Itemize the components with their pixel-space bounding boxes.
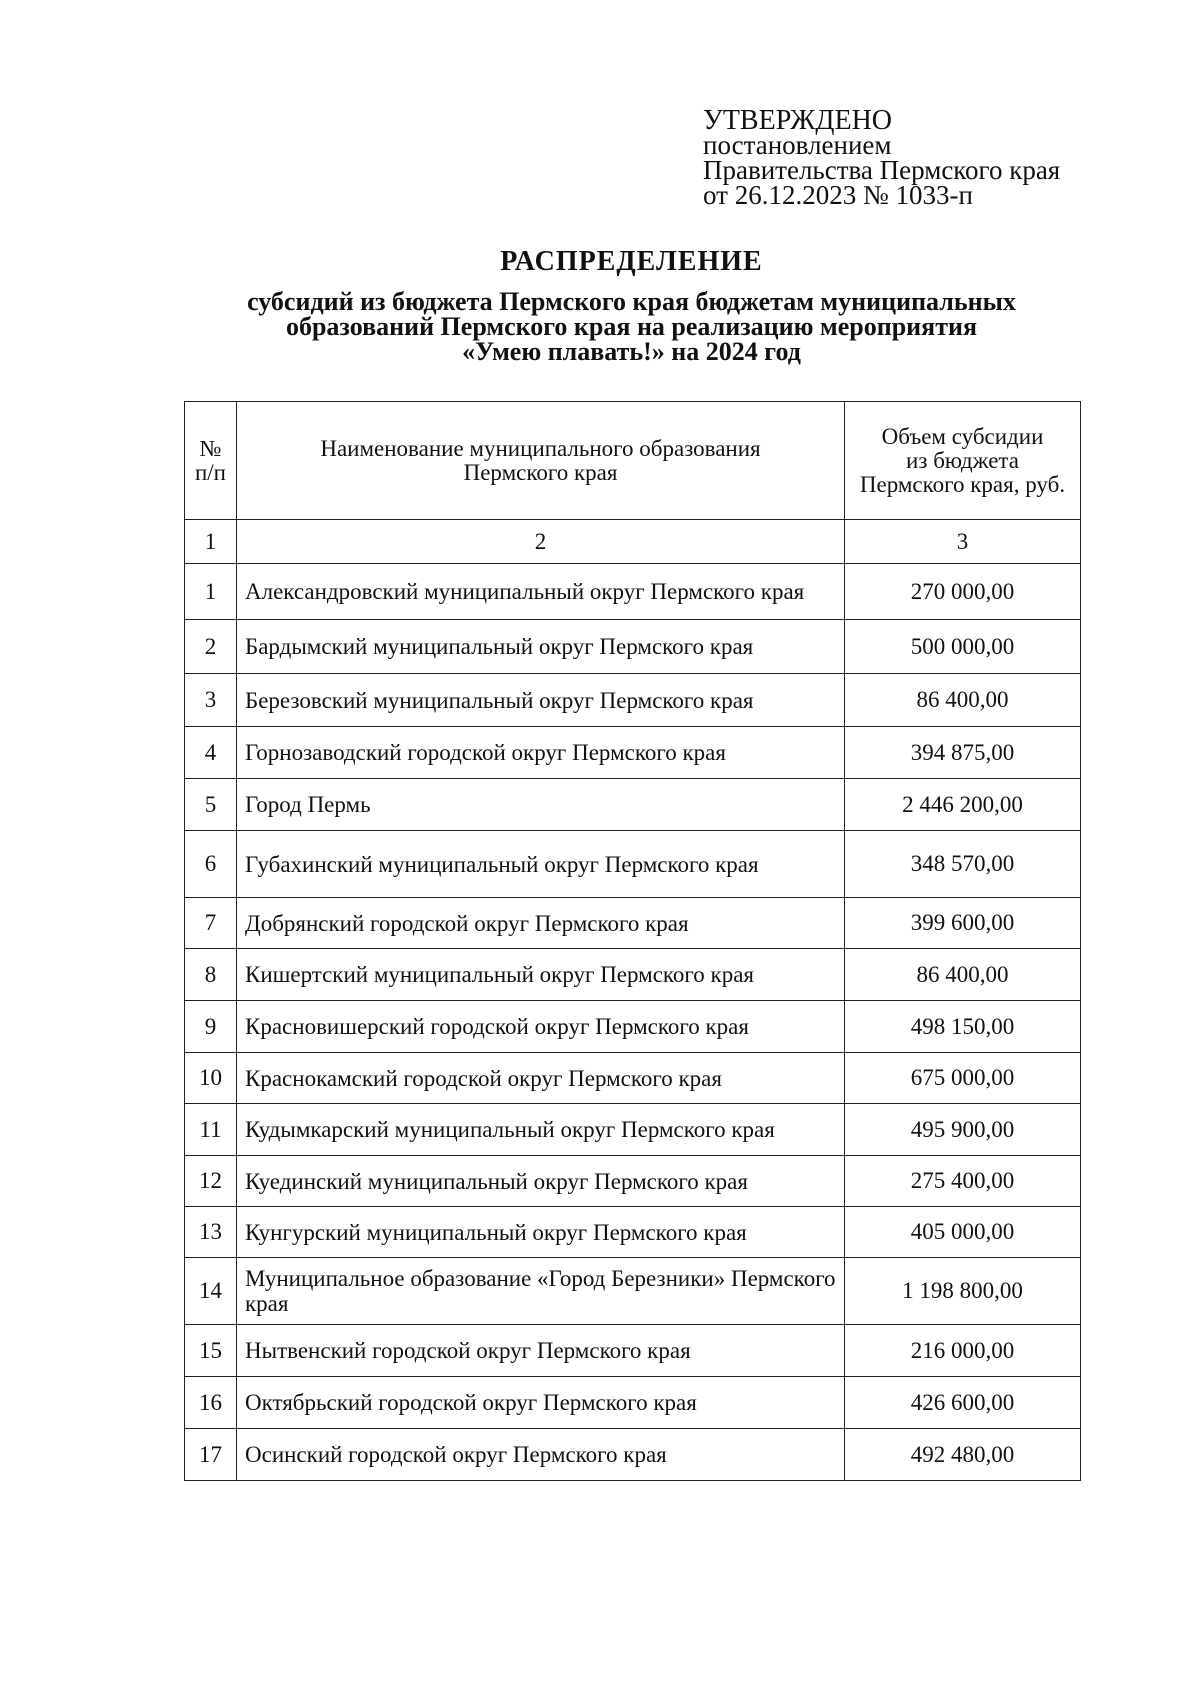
approval-line-government: Правительства Пермского края [703, 155, 1061, 185]
subsidy-amount: 1 198 800,00 [845, 1258, 1081, 1325]
header-number-abbrev: п/п [194, 459, 226, 485]
subsidy-amount: 675 000,00 [845, 1053, 1081, 1104]
table-row [185, 1258, 1081, 1325]
table-row [185, 949, 1081, 1001]
subtitle-line-1: субсидий из бюджета Пермского края бюджетам муниципальных [247, 287, 1016, 316]
header-amount-line-2: из бюджета [906, 447, 1019, 473]
row-number: 2 [185, 620, 237, 674]
table-row [185, 564, 1081, 620]
document-title: РАСПРЕДЕЛЕНИЕ [500, 246, 763, 277]
subsidy-amount: 86 400,00 [845, 674, 1081, 727]
column-numbers-row [185, 520, 1081, 564]
row-number: 11 [185, 1104, 237, 1156]
approval-heading: УТВЕРЖДЕНО [703, 105, 893, 136]
table-row [185, 1207, 1081, 1258]
table-body [185, 564, 1081, 1481]
approval-line-resolution: постановлением [703, 130, 892, 160]
row-number: 8 [185, 949, 237, 1001]
table-row [185, 620, 1081, 674]
subsidy-distribution-table [184, 401, 1081, 1481]
header-name-line-2: Пермского края [463, 459, 618, 485]
subsidy-amount: 270 000,00 [845, 564, 1081, 620]
municipality-name: Добрянский городской округ Пермского края [237, 898, 845, 949]
subsidy-amount: 348 570,00 [845, 831, 1081, 898]
header-subsidy-amount [845, 402, 1081, 520]
subsidy-amount: 394 875,00 [845, 727, 1081, 779]
subsidy-amount: 500 000,00 [845, 620, 1081, 674]
approval-stamp [703, 105, 1163, 210]
header-number [185, 402, 237, 520]
table-row [185, 779, 1081, 831]
table-row [185, 1325, 1081, 1377]
municipality-name: Бардымский муниципальный округ Пермского края [237, 620, 845, 674]
row-number: 1 [185, 564, 237, 620]
municipality-name: Нытвенский городской округ Пермского края [237, 1325, 845, 1377]
row-number: 5 [185, 779, 237, 831]
subsidy-amount: 495 900,00 [845, 1104, 1081, 1156]
column-number-1: 1 [185, 520, 237, 564]
table-row [185, 831, 1081, 898]
row-number: 10 [185, 1053, 237, 1104]
municipality-name: Губахинский муниципальный округ Пермского края [237, 831, 845, 898]
row-number: 16 [185, 1377, 237, 1429]
row-number: 9 [185, 1001, 237, 1053]
municipality-name: Березовский муниципальный округ Пермского края [237, 674, 845, 727]
subsidy-amount: 399 600,00 [845, 898, 1081, 949]
header-municipality-name [237, 402, 845, 520]
table-row [185, 898, 1081, 949]
table-row [185, 1429, 1081, 1481]
table-row [185, 1156, 1081, 1207]
table-row [185, 1104, 1081, 1156]
row-number: 13 [185, 1207, 237, 1258]
table-row [185, 1377, 1081, 1429]
row-number: 12 [185, 1156, 237, 1207]
municipality-name: Город Пермь [237, 779, 845, 831]
municipality-name: Октябрьский городской округ Пермского края [237, 1377, 845, 1429]
subsidy-amount: 86 400,00 [845, 949, 1081, 1001]
approval-line-date-number: от 26.12.2023 № 1033-п [703, 180, 973, 210]
table-row [185, 727, 1081, 779]
table-row [185, 1053, 1081, 1104]
subsidy-amount: 492 480,00 [845, 1429, 1081, 1481]
row-number: 17 [185, 1429, 237, 1481]
municipality-name: Муниципальное образование «Город Березники» Пермского края [237, 1258, 845, 1325]
subtitle-line-2: образований Пермского края на реализацию мероприятия [285, 312, 978, 341]
subsidy-amount: 2 446 200,00 [845, 779, 1081, 831]
row-number: 6 [185, 831, 237, 898]
municipality-name: Горнозаводский городской округ Пермского края [237, 727, 845, 779]
row-number: 3 [185, 674, 237, 727]
table-row [185, 674, 1081, 727]
header-name-line-1: Наименование муниципального образования [320, 435, 761, 461]
row-number: 15 [185, 1325, 237, 1377]
subtitle-line-3: «Умею плавать!» на 2024 год [462, 337, 801, 366]
subsidy-amount: 216 000,00 [845, 1325, 1081, 1377]
municipality-name: Кишертский муниципальный округ Пермского края [237, 949, 845, 1001]
header-amount-line-1: Объем субсидии [881, 423, 1044, 449]
municipality-name: Куединский муниципальный округ Пермского края [237, 1156, 845, 1207]
subsidy-amount: 426 600,00 [845, 1377, 1081, 1429]
subsidy-amount: 405 000,00 [845, 1207, 1081, 1258]
document-subtitle [0, 289, 1200, 364]
municipality-name: Краснокамский городской округ Пермского края [237, 1053, 845, 1104]
municipality-name: Кудымкарский муниципальный округ Пермского края [237, 1104, 845, 1156]
subsidy-amount: 498 150,00 [845, 1001, 1081, 1053]
row-number: 7 [185, 898, 237, 949]
subsidy-amount: 275 400,00 [845, 1156, 1081, 1207]
header-number-symbol: № [199, 435, 222, 461]
header-amount-line-3: Пермского края, руб. [859, 471, 1066, 497]
municipality-name: Александровский муниципальный округ Пермского края [237, 564, 845, 620]
row-number: 14 [185, 1258, 237, 1325]
municipality-name: Кунгурский муниципальный округ Пермского края [237, 1207, 845, 1258]
municipality-name: Красновишерский городской округ Пермского края [237, 1001, 845, 1053]
column-number-2: 2 [237, 520, 845, 564]
municipality-name: Осинский городской округ Пермского края [237, 1429, 845, 1481]
column-number-3: 3 [845, 520, 1081, 564]
table-row [185, 1001, 1081, 1053]
table-header-row [185, 402, 1081, 520]
row-number: 4 [185, 727, 237, 779]
